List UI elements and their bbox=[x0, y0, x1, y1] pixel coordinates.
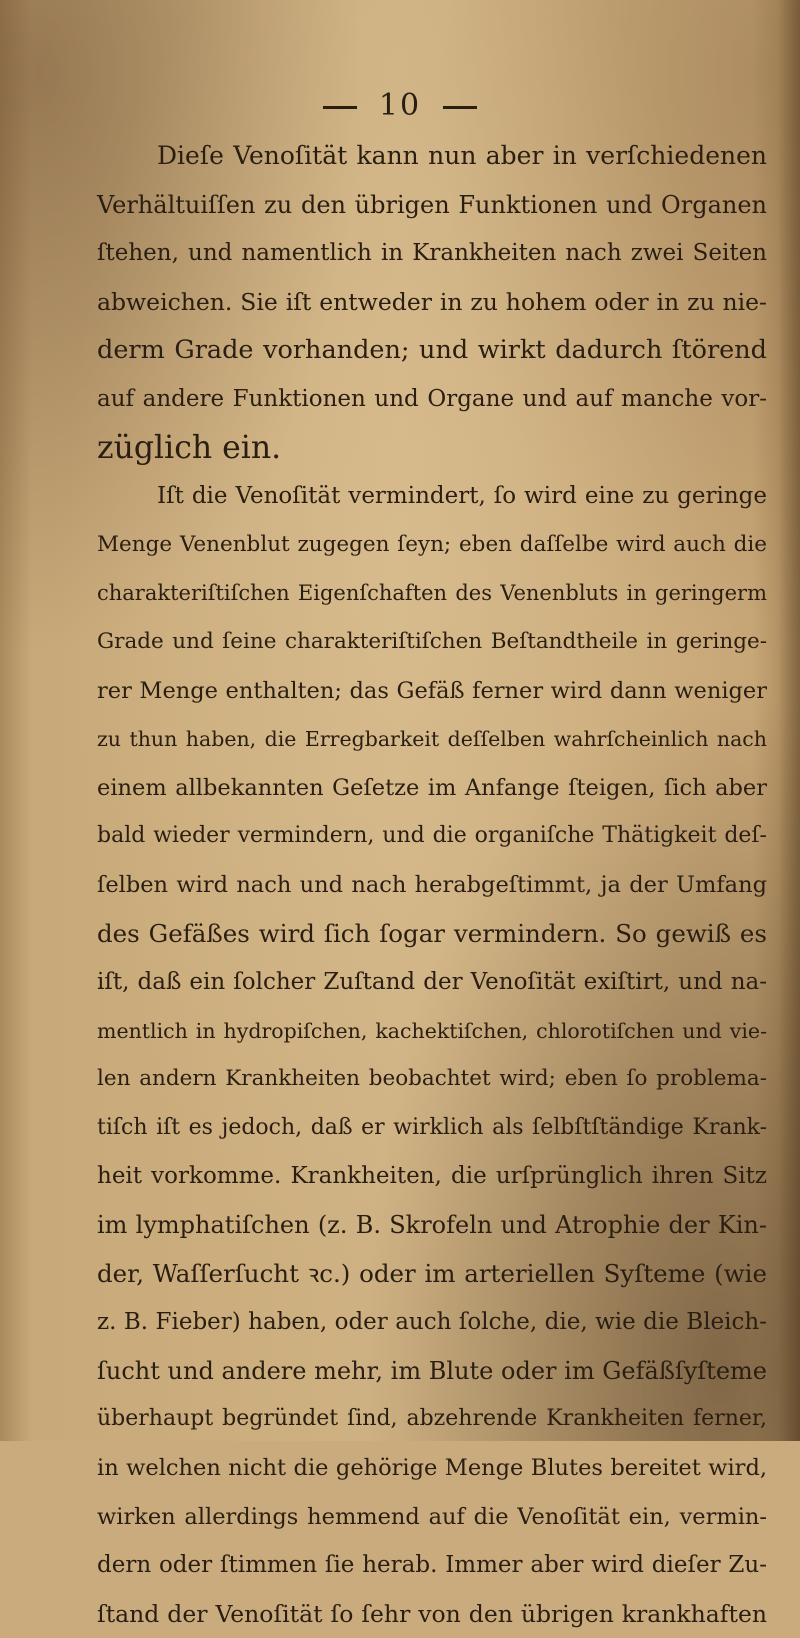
text-line: Grade und ſeine charakteriſtiſchen Beſtandtheile in geringe- bbox=[97, 628, 767, 654]
header-dash-right bbox=[443, 106, 477, 109]
page-number: 10 bbox=[378, 88, 422, 123]
text-line: abweichen. Sie iſt entweder in zu hohem oder in zu nie- bbox=[97, 287, 767, 316]
page-edge-shadow bbox=[778, 0, 800, 1441]
text-line: des Gefäßes wird ſich ſogar vermindern. So gewiß es bbox=[97, 918, 767, 948]
text-line: auf andere Funktionen und Organe und auf manche vor- bbox=[97, 385, 767, 412]
text-line: ſucht und andere mehr, im Blute oder im Gefäßſyſteme bbox=[97, 1356, 767, 1385]
text-line: züglich ein. bbox=[97, 429, 282, 466]
text-line: bald wieder vermindern, und die organiſche Thätigkeit deſ- bbox=[97, 823, 767, 849]
text-line: Dieſe Venoſität kann nun aber in verſchiedenen bbox=[157, 141, 767, 170]
text-line: mentlich in hydropiſchen, kachektiſchen, chlorotiſchen und vie- bbox=[97, 1018, 767, 1043]
text-line: z. B. Fieber) haben, oder auch ſolche, die, wie die Bleich- bbox=[97, 1309, 767, 1336]
text-line: len andern Krankheiten beobachtet wird; eben ſo problema- bbox=[97, 1066, 767, 1092]
text-line: iſt, daß ein ſolcher Zuſtand der Venoſität exiſtirt, und na- bbox=[97, 969, 767, 996]
text-line: tiſch iſt es jedoch, daß er wirklich als ſelbſtſtändige Krank- bbox=[97, 1114, 767, 1140]
page-header bbox=[0, 88, 800, 123]
text-line: ſtand der Venoſität ſo ſehr von den übrigen krankhaften bbox=[97, 1599, 767, 1628]
text-line: charakteriſtiſchen Eigenſchaften des Venenbluts in geringerm bbox=[97, 581, 767, 606]
text-line: überhaupt begründet ſind, abzehrende Krankheiten ferner, bbox=[97, 1406, 767, 1432]
text-line: derm Grade vorhanden; und wirkt dadurch ſtörend bbox=[97, 335, 767, 366]
text-line: Menge Venenblut zugegen ſeyn; eben daſſelbe wird auch die bbox=[97, 531, 767, 557]
text-line: einem allbekannten Geſetze im Anfange ſteigen, ſich aber bbox=[97, 774, 767, 801]
text-line: heit vorkomme. Krankheiten, die urſprünglich ihren Sitz bbox=[97, 1163, 767, 1190]
header-dash-left bbox=[323, 106, 357, 109]
text-line: dern oder ſtimmen ſie herab. Immer aber wird dieſer Zu- bbox=[97, 1552, 767, 1579]
body-text bbox=[97, 132, 767, 1638]
text-line: in welchen nicht die gehörige Menge Blutes bereitet wird, bbox=[97, 1455, 767, 1482]
text-line: im lymphatiſchen (z. B. Skrofeln und Atrophie der Kin- bbox=[97, 1211, 767, 1240]
text-line: ſtehen, und namentlich in Krankheiten nach zwei Seiten bbox=[97, 240, 767, 267]
text-line: Iſt die Venoſität vermindert, ſo wird eine zu geringe bbox=[157, 483, 767, 510]
text-line: ſelben wird nach und nach herabgeſtimmt, ja der Umfang bbox=[97, 871, 767, 898]
text-line: Verhältuiſſen zu den übrigen Funktionen und Organen bbox=[97, 190, 767, 219]
text-line: der, Waſſerſucht ꝛc.) oder im arteriellen Syſteme (wie bbox=[97, 1258, 767, 1288]
text-line: wirken allerdings hemmend auf die Venoſität ein, vermin- bbox=[97, 1503, 767, 1530]
text-line: zu thun haben, die Erregbarkeit deſſelben wahrſcheinlich nach bbox=[97, 727, 767, 752]
text-line: rer Menge enthalten; das Gefäß ferner wird dann weniger bbox=[97, 677, 767, 704]
